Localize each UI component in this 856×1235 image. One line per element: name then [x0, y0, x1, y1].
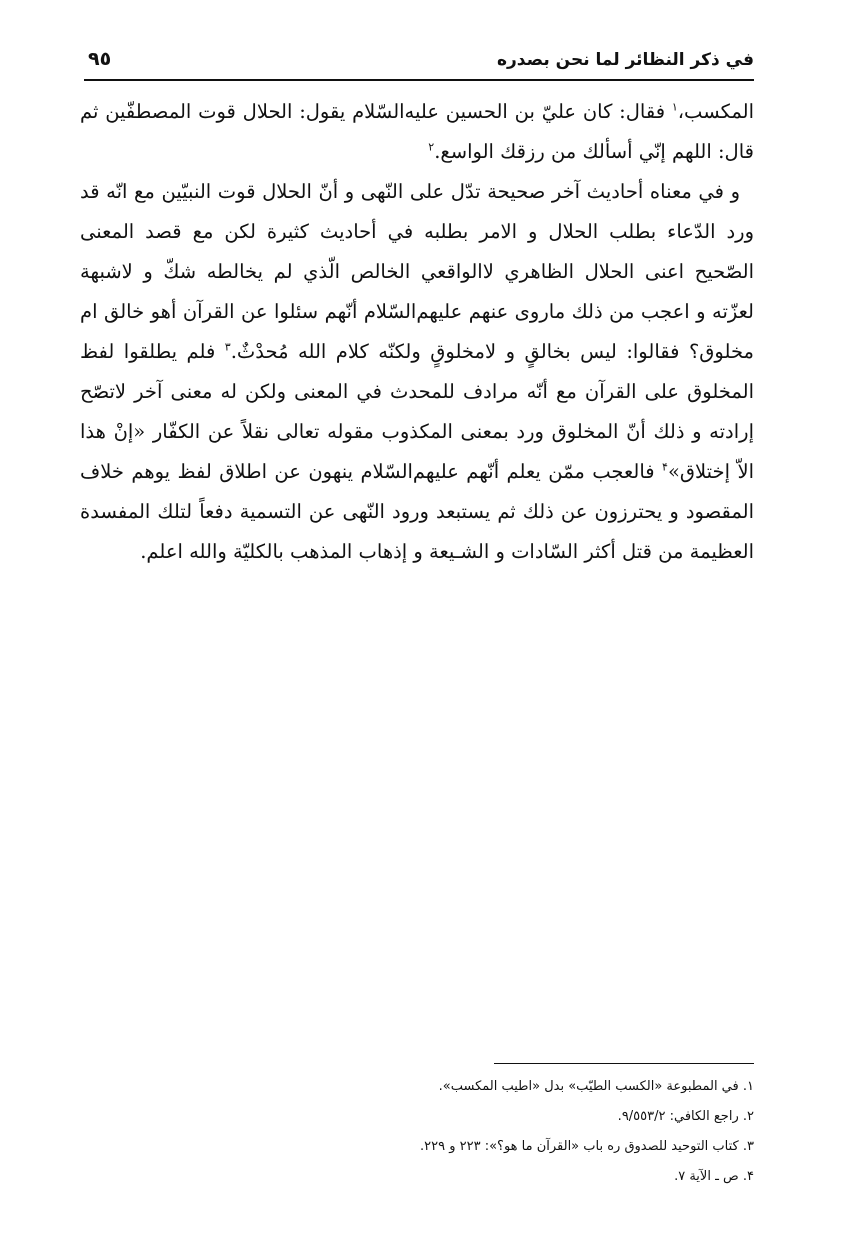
paragraph-2-text-c: فالعجب ممّن يعلم أنّهم عليهم‌السّلام ينهون عن اطلاق لفظ يوهم خلاف المقصود و يحترزون عن ذلك ثم يستبعد ورود النّهى عن التسمية دفعاً لتلك المفسدة العظيمة من قتل أكثر السّادات و الشـيعة و إذهاب المذهب بالكليّة والله اعلم. [80, 460, 754, 563]
paragraph-1 [80, 92, 754, 172]
paragraph-2-text-a: و في معناه أحاديث آخر صحيحة تدّل على النّهى و أنّ الحلال قوت النبيّين مع انّه قد ورد الدّعاء بطلب الحلال و الامر بطلبه في أحاديث كثيرة لكن مع قصد المعنى الصّحيح اعنى الحلال الظاهري لاالواقعي الخالص الّذي لم يخالطه شكّ و لاشبهة لعزّته و اعجب من ذلك ماروى عنهم عليهم‌السّلام أنّهم سئلوا عن القرآن أهو خالق ام مخلوق؟ فقالوا: ليس بخالقٍ و لامخلوقٍ ولكنّه كلام الله مُحدْثٌ. [80, 180, 755, 363]
page-header [84, 42, 754, 82]
footnote-rule [494, 1063, 754, 1064]
footnote-ref-1: ١ [671, 100, 678, 114]
footnote-1: ١. في المطبوعة «الكسب الطيّب» بدل «اطيب المكسب». [438, 1079, 754, 1094]
footnote-3: ٣. كتاب التوحيد للصدوق ره باب «القرآن ما هو؟»: ٢٢٣ و ٢٢٩. [419, 1139, 754, 1154]
page-number: ٩٥ [88, 48, 112, 70]
footnote-ref-4: ۴ [662, 460, 668, 474]
paragraph-2-text-b: فلم يطلقوا لفظ المخلوق على القرآن مع أنّه مرادف للمحدث في المعنى ولكن له معنى آخر لاتصّح إرادته و ذلك أنّ المخلوق ورد بمعنى المكذوب مقوله تعالى نقلاً عن الكفّار «إنْ هذا الاّ إختلاق» [80, 340, 754, 483]
footnote-ref-3: ٣ [224, 340, 231, 354]
main-text [80, 92, 754, 572]
header-rule [84, 79, 754, 81]
paragraph-1-text-a: المكسب، [677, 100, 754, 123]
paragraph-1-text-b: فقال: كان عليّ بن الحسين عليه‌السّلام يقول: الحلال قوت المصطفّين ثم قال: اللهم إنّي أسألك من رزقك الواسع. [80, 100, 754, 163]
paragraph-2 [80, 172, 754, 572]
footnote-4: ۴. ص ـ الآية ٧. [674, 1169, 754, 1184]
footnote-ref-2: ٢ [428, 140, 435, 154]
footnotes [100, 1072, 754, 1192]
footnote-2: ٢. راجع الكافي: ٩/٥٥٣/٢. [617, 1109, 754, 1124]
running-title: في ذكر النظائر لما نحن بصدره [496, 50, 754, 70]
